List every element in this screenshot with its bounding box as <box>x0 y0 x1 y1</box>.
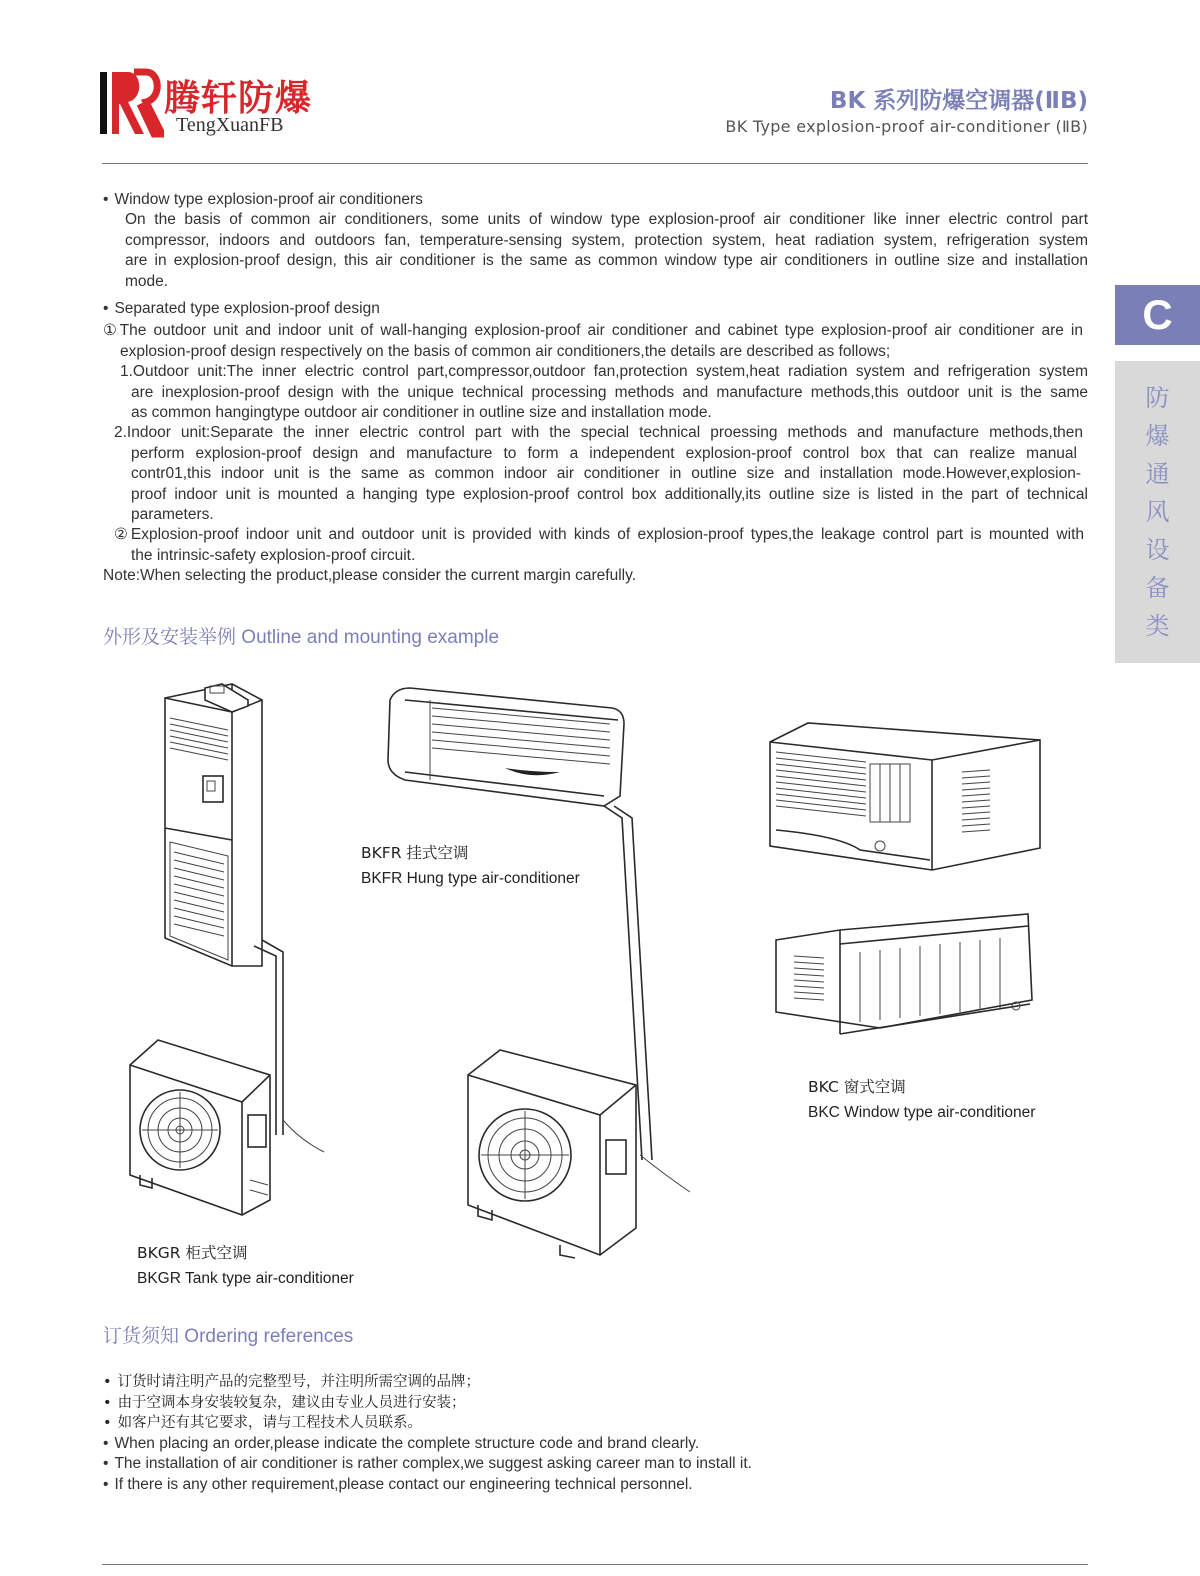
category-char: 爆 <box>1145 422 1170 450</box>
paragraph-2 <box>114 525 1084 566</box>
text-line: On the basis of common air conditioners, some units of window type explosion-proof air conditioner like inner electric control part <box>125 211 1088 228</box>
text-line: ②Explosion-proof indoor unit and outdoor unit is provided with kinds of explosion-proof types,the leakage control part is mounted with <box>114 526 1084 543</box>
indoor-unit-paragraph <box>114 423 1088 526</box>
bkgr-caption-cn: BKGR 柜式空调 <box>137 1244 248 1262</box>
bkgr-caption-en: BKGR Tank type air-conditioner <box>137 1270 354 1287</box>
category-char: 通 <box>1145 460 1170 488</box>
category-char: 设 <box>1145 536 1170 564</box>
text-line: as common hangingtype outdoor air conditioner in outline size and installation mode. <box>131 404 712 421</box>
list-item: • If there is any other requirement,please contact our engineering technical personnel. <box>103 1475 752 1496</box>
category-char: 备 <box>1145 574 1170 602</box>
ordering-heading-en: Ordering references <box>184 1326 354 1347</box>
text-line: proof indoor unit is mounted a hanging type explosion-proof control box additionally,its outline size is listed in the part of technical <box>131 485 1088 503</box>
outline-heading-en: Outline and mounting example <box>241 627 500 648</box>
bkfr-caption-cn: BKFR 挂式空调 <box>361 844 469 862</box>
window-unit-rear-drawing <box>776 914 1032 1034</box>
mounting-illustration <box>0 660 1110 1300</box>
brand-name-cn: 腾轩防爆 <box>164 78 313 119</box>
category-char: 类 <box>1145 612 1170 640</box>
text-line: the intrinsic-safety explosion-proof circuit. <box>131 546 416 564</box>
separated-type-heading: • Separated type explosion-proof design <box>103 299 380 320</box>
paragraph-1 <box>103 321 1083 362</box>
outline-section-heading <box>103 622 499 649</box>
bkc-caption-cn: BKC 窗式空调 <box>808 1078 906 1096</box>
window-unit-front-drawing <box>770 723 1040 870</box>
category-char: 风 <box>1145 498 1170 526</box>
text-line: are inexplosion-proof design with the unique technical processing methods and manufacture methods,this outdoor unit is the same <box>131 383 1088 401</box>
list-item: • 订货时请注明产品的完整型号，并注明所需空调的品牌； <box>103 1372 752 1393</box>
ordering-list <box>103 1372 752 1495</box>
list-item: • When placing an order,please indicate the complete structure code and brand clearly. <box>103 1434 752 1455</box>
window-type-paragraph <box>125 210 1088 292</box>
text-line: compressor, indoors and outdoors fan, temperature-sensing system, protection system, heat radiation system, refrigeration system <box>125 231 1088 249</box>
bkc-caption-en: BKC Window type air-conditioner <box>808 1104 1036 1121</box>
text-line: are in explosion-proof design, this air conditioner is the same as common window type air conditioners in outline size and installation <box>125 252 1088 269</box>
brand-name-en: TengXuanFB <box>176 114 284 136</box>
list-item: • 由于空调本身安装较复杂，建议由专业人员进行安装； <box>103 1393 752 1414</box>
text-line: parameters. <box>131 506 214 523</box>
window-type-heading: • Window type explosion-proof air conditioners <box>103 190 423 211</box>
text-line: perform explosion-proof design and manufacture to form a independent explosion-proof control box that can realize manual <box>131 444 1077 462</box>
text-line: contr01,this indoor unit is the same as common indoor air conditioner in outline size and installation mode.However,explosion- <box>131 465 1081 482</box>
text-line: 2.Indoor unit:Separate the inner electric control part with the special technical proessing methods and manufacture methods,then <box>114 424 1083 441</box>
bkgr-caption <box>137 1241 354 1291</box>
bkfr-caption-en: BKFR Hung type air-conditioner <box>361 870 580 887</box>
ordering-section-heading <box>103 1321 353 1348</box>
outline-heading-cn: 外形及安装举例 <box>103 626 237 648</box>
outdoor-unit-left-drawing <box>130 1040 270 1215</box>
list-item: • The installation of air conditioner is rather complex,we suggest asking career man to install it. <box>103 1454 752 1475</box>
text-line: mode. <box>125 272 169 290</box>
page-title-cn: BK 系列防爆空调器(ⅡB) <box>829 88 1088 114</box>
outdoor-unit-paragraph <box>120 362 1088 424</box>
list-item: • 如客户还有其它要求，请与工程技术人员联系。 <box>103 1413 752 1434</box>
section-letter-tab: C <box>1115 285 1200 345</box>
text-line: explosion-proof design respectively on the basis of common air conditioners,the details are described as follows; <box>120 342 891 360</box>
ordering-heading-cn: 订货须知 <box>103 1325 180 1347</box>
header-divider <box>102 163 1088 164</box>
bkfr-caption <box>361 841 580 891</box>
text-line: ①The outdoor unit and indoor unit of wall-hanging explosion-proof air conditioner and cabinet type explosion-proof air conditioner are in <box>103 322 1083 339</box>
page-title-en: BK Type explosion-proof air-conditioner (ⅡB) <box>725 117 1088 136</box>
outdoor-unit-center-drawing <box>468 1050 636 1258</box>
selection-note: Note:When selecting the product,please consider the current margin carefully. <box>103 567 637 584</box>
bkc-caption <box>808 1075 1035 1125</box>
category-char: 防 <box>1145 384 1170 412</box>
footer-divider <box>102 1564 1088 1565</box>
brand-logo-mark <box>98 68 164 138</box>
text-line: 1.Outdoor unit:The inner electric control part,compressor,outdoor fan,protection system,heat radiation system and refrigeration system <box>120 363 1088 380</box>
category-tab <box>1115 361 1200 663</box>
